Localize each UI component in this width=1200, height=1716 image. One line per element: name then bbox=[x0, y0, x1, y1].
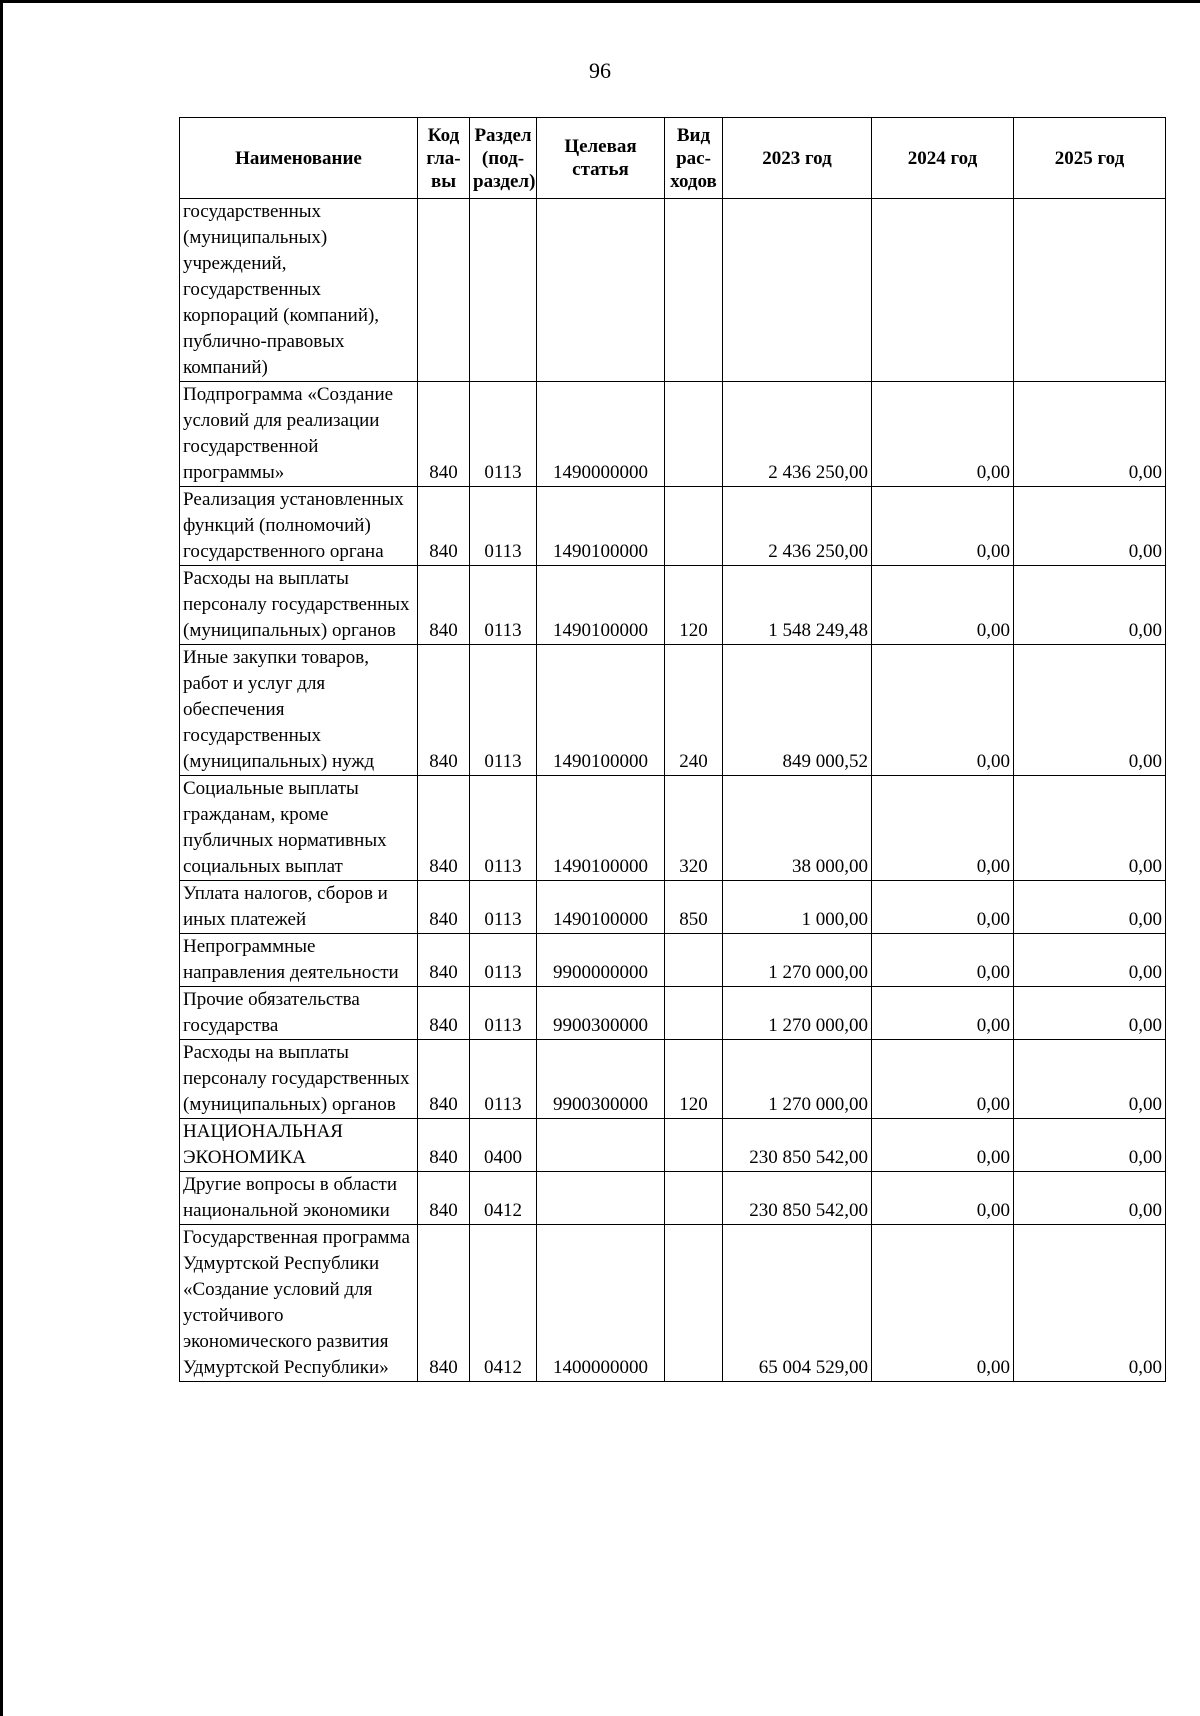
row-target: 1490100000 bbox=[537, 645, 665, 776]
row-type: 120 bbox=[665, 1040, 723, 1119]
row-type: 240 bbox=[665, 645, 723, 776]
row-section: 0113 bbox=[470, 382, 537, 487]
row-section: 0113 bbox=[470, 487, 537, 566]
row-chapter: 840 bbox=[418, 1119, 470, 1172]
row-2024: 0,00 bbox=[872, 987, 1014, 1040]
row-section: 0412 bbox=[470, 1172, 537, 1225]
row-2023: 1 270 000,00 bbox=[723, 934, 872, 987]
row-2024 bbox=[872, 199, 1014, 382]
row-type bbox=[665, 199, 723, 382]
row-type bbox=[665, 487, 723, 566]
table-row bbox=[180, 1172, 1166, 1225]
row-2024: 0,00 bbox=[872, 881, 1014, 934]
row-2025: 0,00 bbox=[1014, 1119, 1166, 1172]
row-section bbox=[470, 199, 537, 382]
header-2025: 2025 год bbox=[1014, 118, 1166, 199]
header-2023: 2023 год bbox=[723, 118, 872, 199]
row-chapter: 840 bbox=[418, 1225, 470, 1382]
row-target: 1490100000 bbox=[537, 881, 665, 934]
row-2025: 0,00 bbox=[1014, 881, 1166, 934]
row-target: 1490100000 bbox=[537, 487, 665, 566]
row-chapter: 840 bbox=[418, 382, 470, 487]
table-row bbox=[180, 645, 1166, 776]
table-row bbox=[180, 1225, 1166, 1382]
row-section: 0113 bbox=[470, 881, 537, 934]
row-section: 0412 bbox=[470, 1225, 537, 1382]
row-type bbox=[665, 987, 723, 1040]
row-2023: 2 436 250,00 bbox=[723, 487, 872, 566]
table-header-row bbox=[180, 118, 1166, 199]
row-type: 120 bbox=[665, 566, 723, 645]
row-chapter: 840 bbox=[418, 487, 470, 566]
row-2025: 0,00 bbox=[1014, 566, 1166, 645]
row-name: государственных (муниципальных) учреждений, государственных корпораций (компаний), публично-правовых компаний) bbox=[180, 199, 418, 382]
row-name: Уплата налогов, сборов и иных платежей bbox=[180, 881, 418, 934]
table-row bbox=[180, 382, 1166, 487]
row-section: 0400 bbox=[470, 1119, 537, 1172]
row-section: 0113 bbox=[470, 1040, 537, 1119]
row-2024: 0,00 bbox=[872, 776, 1014, 881]
row-name: Прочие обязательства государства bbox=[180, 987, 418, 1040]
table-row bbox=[180, 776, 1166, 881]
row-name: Расходы на выплаты персоналу государственных (муниципальных) органов bbox=[180, 1040, 418, 1119]
row-name: Социальные выплаты гражданам, кроме публичных нормативных социальных выплат bbox=[180, 776, 418, 881]
row-2024: 0,00 bbox=[872, 1040, 1014, 1119]
row-target: 1490000000 bbox=[537, 382, 665, 487]
row-2025: 0,00 bbox=[1014, 487, 1166, 566]
row-2023: 1 270 000,00 bbox=[723, 987, 872, 1040]
row-2025: 0,00 bbox=[1014, 1040, 1166, 1119]
header-target-item: Целевая статья bbox=[537, 118, 665, 199]
row-2024: 0,00 bbox=[872, 645, 1014, 776]
page-number: 96 bbox=[589, 58, 611, 83]
row-target bbox=[537, 199, 665, 382]
header-section: Раздел (под-раздел) bbox=[470, 118, 537, 199]
row-target: 1490100000 bbox=[537, 776, 665, 881]
row-name: НАЦИОНАЛЬНАЯ ЭКОНОМИКА bbox=[180, 1119, 418, 1172]
scan-edge-top bbox=[0, 0, 1200, 3]
row-2023: 849 000,52 bbox=[723, 645, 872, 776]
table-row bbox=[180, 987, 1166, 1040]
row-chapter: 840 bbox=[418, 1172, 470, 1225]
row-chapter: 840 bbox=[418, 1040, 470, 1119]
row-2024: 0,00 bbox=[872, 1225, 1014, 1382]
budget-table bbox=[179, 117, 1166, 1382]
row-2025: 0,00 bbox=[1014, 934, 1166, 987]
row-2023 bbox=[723, 199, 872, 382]
row-type bbox=[665, 1225, 723, 1382]
row-2025: 0,00 bbox=[1014, 987, 1166, 1040]
row-section: 0113 bbox=[470, 987, 537, 1040]
row-target bbox=[537, 1172, 665, 1225]
row-2023: 230 850 542,00 bbox=[723, 1119, 872, 1172]
row-2024: 0,00 bbox=[872, 566, 1014, 645]
header-expense-type: Вид рас-ходов bbox=[665, 118, 723, 199]
row-2025: 0,00 bbox=[1014, 776, 1166, 881]
table-row bbox=[180, 199, 1166, 382]
row-2023: 1 548 249,48 bbox=[723, 566, 872, 645]
table-row bbox=[180, 566, 1166, 645]
table-row bbox=[180, 1040, 1166, 1119]
row-section: 0113 bbox=[470, 934, 537, 987]
scan-edge-left bbox=[0, 0, 3, 1716]
row-type: 850 bbox=[665, 881, 723, 934]
row-chapter: 840 bbox=[418, 987, 470, 1040]
row-type bbox=[665, 1119, 723, 1172]
row-2024: 0,00 bbox=[872, 382, 1014, 487]
table-row bbox=[180, 1119, 1166, 1172]
table-row bbox=[180, 487, 1166, 566]
row-2025: 0,00 bbox=[1014, 382, 1166, 487]
row-target bbox=[537, 1119, 665, 1172]
row-type: 320 bbox=[665, 776, 723, 881]
row-target: 9900300000 bbox=[537, 1040, 665, 1119]
row-section: 0113 bbox=[470, 776, 537, 881]
row-target: 1490100000 bbox=[537, 566, 665, 645]
row-2025: 0,00 bbox=[1014, 645, 1166, 776]
row-chapter: 840 bbox=[418, 776, 470, 881]
row-2023: 1 000,00 bbox=[723, 881, 872, 934]
row-section: 0113 bbox=[470, 645, 537, 776]
row-2023: 2 436 250,00 bbox=[723, 382, 872, 487]
row-chapter: 840 bbox=[418, 566, 470, 645]
row-name: Другие вопросы в области национальной экономики bbox=[180, 1172, 418, 1225]
table-row bbox=[180, 934, 1166, 987]
row-2024: 0,00 bbox=[872, 1172, 1014, 1225]
row-2024: 0,00 bbox=[872, 487, 1014, 566]
row-target: 9900300000 bbox=[537, 987, 665, 1040]
row-name: Подпрограмма «Создание условий для реализации государственной программы» bbox=[180, 382, 418, 487]
row-chapter bbox=[418, 199, 470, 382]
row-2025: 0,00 bbox=[1014, 1172, 1166, 1225]
row-2023: 65 004 529,00 bbox=[723, 1225, 872, 1382]
row-name: Иные закупки товаров, работ и услуг для обеспечения государственных (муниципальных) нужд bbox=[180, 645, 418, 776]
row-2023: 38 000,00 bbox=[723, 776, 872, 881]
row-chapter: 840 bbox=[418, 881, 470, 934]
row-2025: 0,00 bbox=[1014, 1225, 1166, 1382]
row-2023: 230 850 542,00 bbox=[723, 1172, 872, 1225]
row-target: 9900000000 bbox=[537, 934, 665, 987]
row-2024: 0,00 bbox=[872, 1119, 1014, 1172]
row-2024: 0,00 bbox=[872, 934, 1014, 987]
row-name: Реализация установленных функций (полномочий) государственного органа bbox=[180, 487, 418, 566]
row-name: Непрограммные направления деятельности bbox=[180, 934, 418, 987]
header-2024: 2024 год bbox=[872, 118, 1014, 199]
row-chapter: 840 bbox=[418, 934, 470, 987]
row-type bbox=[665, 382, 723, 487]
row-name: Государственная программа Удмуртской Республики «Создание условий для устойчивого экономического развития Удмуртской Республики» bbox=[180, 1225, 418, 1382]
row-chapter: 840 bbox=[418, 645, 470, 776]
row-name: Расходы на выплаты персоналу государственных (муниципальных) органов bbox=[180, 566, 418, 645]
row-type bbox=[665, 1172, 723, 1225]
row-2023: 1 270 000,00 bbox=[723, 1040, 872, 1119]
row-section: 0113 bbox=[470, 566, 537, 645]
header-chapter-code: Код гла-вы bbox=[418, 118, 470, 199]
row-type bbox=[665, 934, 723, 987]
row-target: 1400000000 bbox=[537, 1225, 665, 1382]
header-name: Наименование bbox=[180, 118, 418, 199]
table-row bbox=[180, 881, 1166, 934]
row-2025 bbox=[1014, 199, 1166, 382]
